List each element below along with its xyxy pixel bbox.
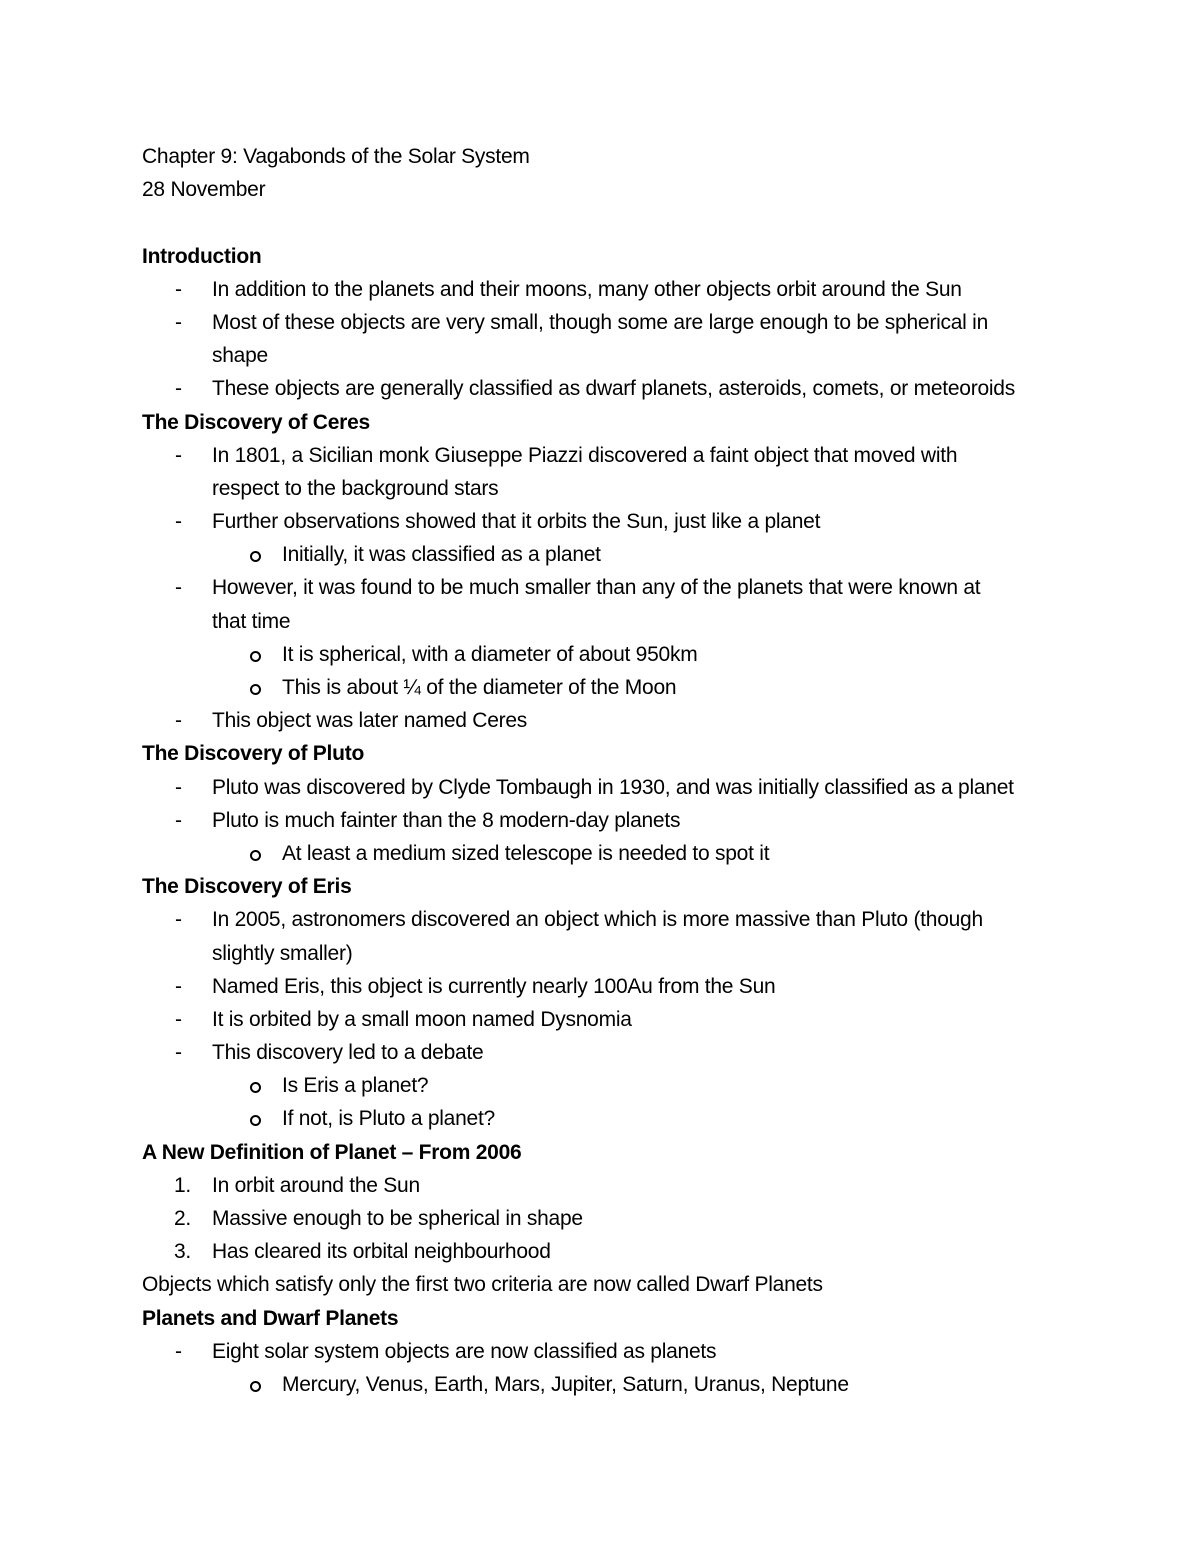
bullet-text: Pluto is much fainter than the 8 modern-day planets	[212, 808, 681, 832]
bullet-text: Pluto was discovered by Clyde Tombaugh in 1930, and was initially classified as a planet	[212, 775, 1014, 799]
numbered-item-text: In orbit around the Sun	[212, 1173, 420, 1197]
sub-bullet-item	[142, 1102, 1072, 1135]
bullet-text: Eight solar system objects are now classified as planets	[212, 1339, 717, 1363]
sub-bullet-item	[142, 538, 1072, 571]
bullet-text-continued: that time	[212, 609, 291, 633]
bullet-item	[142, 505, 1072, 538]
dash-bullet-icon: -	[175, 576, 182, 600]
sub-bullet-text: If not, is Pluto a planet?	[282, 1107, 495, 1131]
bullet-item	[142, 704, 1072, 737]
circle-bullet-icon	[250, 850, 261, 861]
dash-bullet-icon: -	[175, 908, 182, 932]
bullet-text: This discovery led to a debate	[212, 1041, 484, 1065]
bullet-text-continued: slightly smaller)	[212, 941, 353, 965]
bullet-text: This object was later named Ceres	[212, 709, 528, 733]
sub-bullet-text: At least a medium sized telescope is needed to spot it	[282, 841, 770, 865]
bullet-item	[142, 1335, 1072, 1368]
sub-bullet-text: Initially, it was classified as a planet	[282, 543, 601, 567]
dash-bullet-icon: -	[175, 974, 182, 998]
bullet-text: However, it was found to be much smaller than any of the planets that were known at	[212, 576, 981, 600]
bullet-item	[142, 372, 1072, 405]
numbered-item	[142, 1202, 1072, 1235]
section-heading-definition: A New Definition of Planet – From 2006	[142, 1140, 522, 1164]
section-heading-pluto: The Discovery of Pluto	[142, 742, 365, 766]
sub-bullet-text: This is about ¼ of the diameter of the Moon	[282, 676, 677, 699]
circle-bullet-icon	[250, 651, 261, 662]
dash-bullet-icon: -	[175, 775, 182, 799]
sub-bullet-text: Mercury, Venus, Earth, Mars, Jupiter, Saturn, Uranus, Neptune	[282, 1372, 849, 1396]
sub-bullet-item	[142, 638, 1072, 671]
dash-bullet-icon: -	[175, 1041, 182, 1065]
numbered-item-text: Massive enough to be spherical in shape	[212, 1207, 583, 1230]
bullet-item	[142, 1003, 1072, 1036]
circle-bullet-icon	[250, 1082, 261, 1093]
bullet-text: In 1801, a Sicilian monk Giuseppe Piazzi discovered a faint object that moved with	[212, 443, 958, 467]
sub-bullet-text: Is Eris a planet?	[282, 1074, 429, 1098]
document-title: Chapter 9: Vagabonds of the Solar System	[142, 145, 530, 168]
bullet-item	[142, 771, 1072, 804]
numbered-item	[142, 1169, 1072, 1202]
circle-bullet-icon	[250, 1115, 261, 1126]
bullet-item	[142, 903, 1072, 936]
section-heading-eris: The Discovery of Eris	[142, 875, 352, 899]
bullet-text: It is orbited by a small moon named Dysnomia	[212, 1007, 632, 1031]
bullet-item	[142, 571, 1072, 604]
circle-bullet-icon	[250, 1381, 261, 1392]
dash-bullet-icon: -	[175, 377, 182, 401]
bullet-text-continued: respect to the background stars	[212, 476, 499, 500]
circle-bullet-icon	[250, 551, 261, 562]
list-number: 1.	[174, 1173, 192, 1197]
dash-bullet-icon: -	[175, 709, 182, 733]
dash-bullet-icon: -	[175, 277, 182, 301]
bullet-item	[142, 1036, 1072, 1069]
bullet-text: These objects are generally classified as dwarf planets, asteroids, comets, or meteoroids	[212, 377, 1015, 401]
list-number: 2.	[174, 1207, 192, 1230]
circle-bullet-icon	[250, 684, 261, 695]
spacer	[142, 206, 1072, 239]
list-number: 3.	[174, 1240, 192, 1264]
document-date: 28 November	[142, 178, 266, 202]
section-heading-planets: Planets and Dwarf Planets	[142, 1306, 399, 1330]
bullet-text: Named Eris, this object is currently nearly 100Au from the Sun	[212, 974, 776, 998]
sub-bullet-item	[142, 671, 1072, 704]
bullet-text: In 2005, astronomers discovered an object which is more massive than Pluto (though	[212, 908, 983, 932]
dash-bullet-icon: -	[175, 443, 182, 467]
dash-bullet-icon: -	[175, 808, 182, 832]
numbered-item-text: Has cleared its orbital neighbourhood	[212, 1240, 551, 1264]
bullet-text: Most of these objects are very small, though some are large enough to be spherical in	[212, 310, 989, 334]
dash-bullet-icon: -	[175, 310, 182, 334]
bullet-item	[142, 306, 1072, 339]
sub-bullet-item	[142, 1368, 1072, 1401]
bullet-item	[142, 804, 1072, 837]
dash-bullet-icon: -	[175, 1339, 182, 1363]
numbered-item	[142, 1235, 1072, 1268]
section-heading-introduction: Introduction	[142, 244, 262, 268]
bullet-item	[142, 273, 1072, 306]
dash-bullet-icon: -	[175, 1007, 182, 1031]
sub-bullet-text: It is spherical, with a diameter of about 950km	[282, 642, 698, 666]
bullet-text: Further observations showed that it orbits the Sun, just like a planet	[212, 510, 821, 534]
definition-note: Objects which satisfy only the first two criteria are now called Dwarf Planets	[142, 1273, 823, 1297]
document-page	[142, 140, 1072, 1401]
sub-bullet-item	[142, 837, 1072, 870]
sub-bullet-item	[142, 1069, 1072, 1102]
bullet-text-continued: shape	[212, 344, 268, 368]
dash-bullet-icon: -	[175, 510, 182, 534]
bullet-item	[142, 970, 1072, 1003]
bullet-text: In addition to the planets and their moons, many other objects orbit around the Sun	[212, 277, 962, 301]
section-heading-ceres: The Discovery of Ceres	[142, 410, 370, 434]
bullet-item	[142, 439, 1072, 472]
